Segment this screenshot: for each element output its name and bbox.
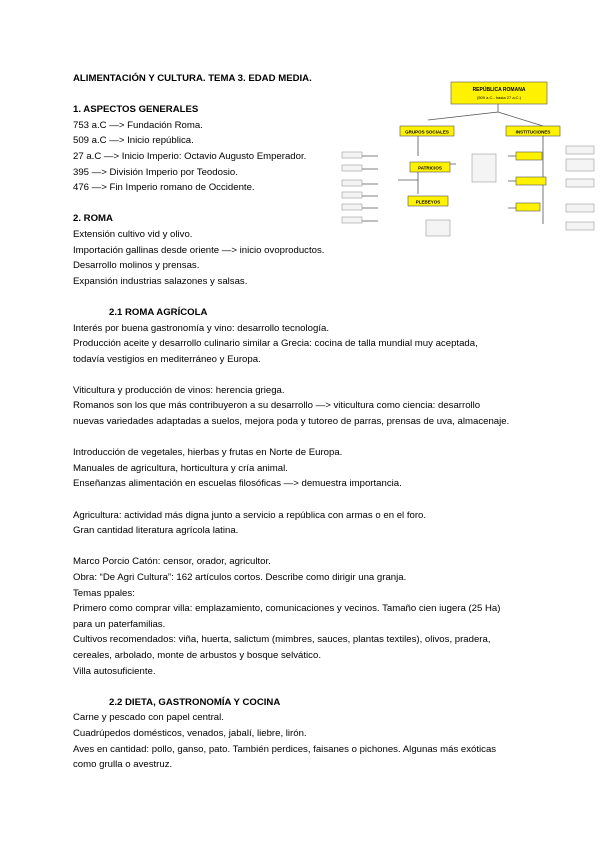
diagram-small-boxes [342,146,594,236]
text-line: como grulla o avestruz. [73,759,173,771]
text-line: Primero como comprar villa: emplazamiento, comunicaciones y vecinos. Tamaño cien iugera (25 Ha) [73,603,501,615]
text-line: Introducción de vegetales, hierbas y frutas en Norte de Europa. [73,447,343,459]
text-line: Agricultura: actividad más digna junto a servicio a república con armas o en el foro. [73,509,427,521]
diagram-top-sublabel: (509 a.C.- hasta 27 a.C.) [476,95,522,100]
diagram-plebeyos-label: PLEBEYOS [415,199,441,205]
text-line: 753 a.C —> Fundación Roma. [73,119,203,131]
text-line: Expansión industrias salazones y salsas. [73,275,248,287]
text-line: todavía vestigios en mediterráneo y Europa. [73,353,261,365]
diagram-plebeyos-node [408,196,448,206]
section-heading-dieta: 2.2 DIETA, GASTRONOMÍA Y COCINA [109,696,281,708]
text-line: 27 a.C —> Inicio Imperio: Octavio Augusto Emperador. [73,150,307,162]
diagram-top-node [451,82,547,104]
text-line: Romanos son los que más contribuyeron a su desarrollo —> viticultura como ciencia: desarrollo [73,400,481,412]
diagram-patricios-node [410,162,450,172]
text-line: Cuadrúpedos domésticos, venados, jabalí, liebre, lirón. [73,727,307,739]
text-line: Gran cantidad literatura agrícola latina. [73,525,239,537]
text-line: Obra: “De Agri Cultura”: 162 artículos cortos. Describe como dirigir una granja. [73,572,407,583]
text-line: Desarrollo molinos y prensas. [73,260,200,272]
text-line: Villa autosuficiente. [73,665,156,677]
diagram-right-node [506,126,560,136]
text-line: para un paterfamilias. [73,618,166,630]
text-line: Extensión cultivo vid y olivo. [73,228,193,240]
text-line: Producción aceite y desarrollo culinario similar a Grecia: cocina de talla mundial muy aceptada, [73,338,478,350]
section-heading-roma-agricola: 2.1 ROMA AGRÍCOLA [109,306,208,318]
section-heading-aspectos: 1. ASPECTOS GENERALES [73,104,199,116]
text-line: cereales, arbolado, monte de arbustos y bosque selvático. [73,649,321,661]
text-line: 395 —> División Imperio por Teodosio. [73,166,238,178]
text-line: Marco Porcio Catón: censor, orador, agricultor. [73,556,271,568]
diagram-patricios-label: PATRICIOS [418,165,442,171]
diagram-instituciones-label: INSTITUCIONES [515,129,551,135]
diagram-top-label: REPÚBLICA ROMANA [472,87,526,93]
text-line: Temas ppales: [73,587,135,599]
diagram-grupos-label: GRUPOS SOCIALES [405,129,449,135]
document-title: ALIMENTACIÓN Y CULTURA. TEMA 3. EDAD MEDIA. [73,73,312,84]
section-heading-roma: 2. ROMA [73,213,113,225]
text-line: 509 a.C —> Inicio república. [73,135,194,147]
text-line: Viticultura y producción de vinos: herencia griega. [73,384,285,396]
text-line: Importación gallinas desde oriente —> inicio ovoproductos. [73,244,325,256]
diagram-institution-boxes [516,152,546,211]
text-line: Interés por buena gastronomía y vino: desarrollo tecnología. [73,322,329,334]
republica-romana-diagram [338,76,600,244]
text-line: Enseñanzas alimentación en escuelas filosóficas —> demuestra importancia. [73,478,402,490]
text-line: nuevas variedades adaptadas a suelos, mejora poda y tutoreo de parras, prensas de uva, almacenaje. [73,416,510,428]
text-line: Carne y pescado con papel central. [73,712,224,724]
text-line: Cultivos recomendados: viña, huerta, salictum (mimbres, sauces, plantas textiles), olivos, pradera, [73,634,491,646]
diagram-left-node [400,126,454,136]
text-line: Manuales de agricultura, horticultura y cría animal. [73,462,288,474]
text-line: 476 —> Fin Imperio romano de Occidente. [73,182,255,194]
text-line: Aves en cantidad: pollo, ganso, pato. También perdices, faisanes o pichones. Algunas más exóticas [73,743,497,755]
